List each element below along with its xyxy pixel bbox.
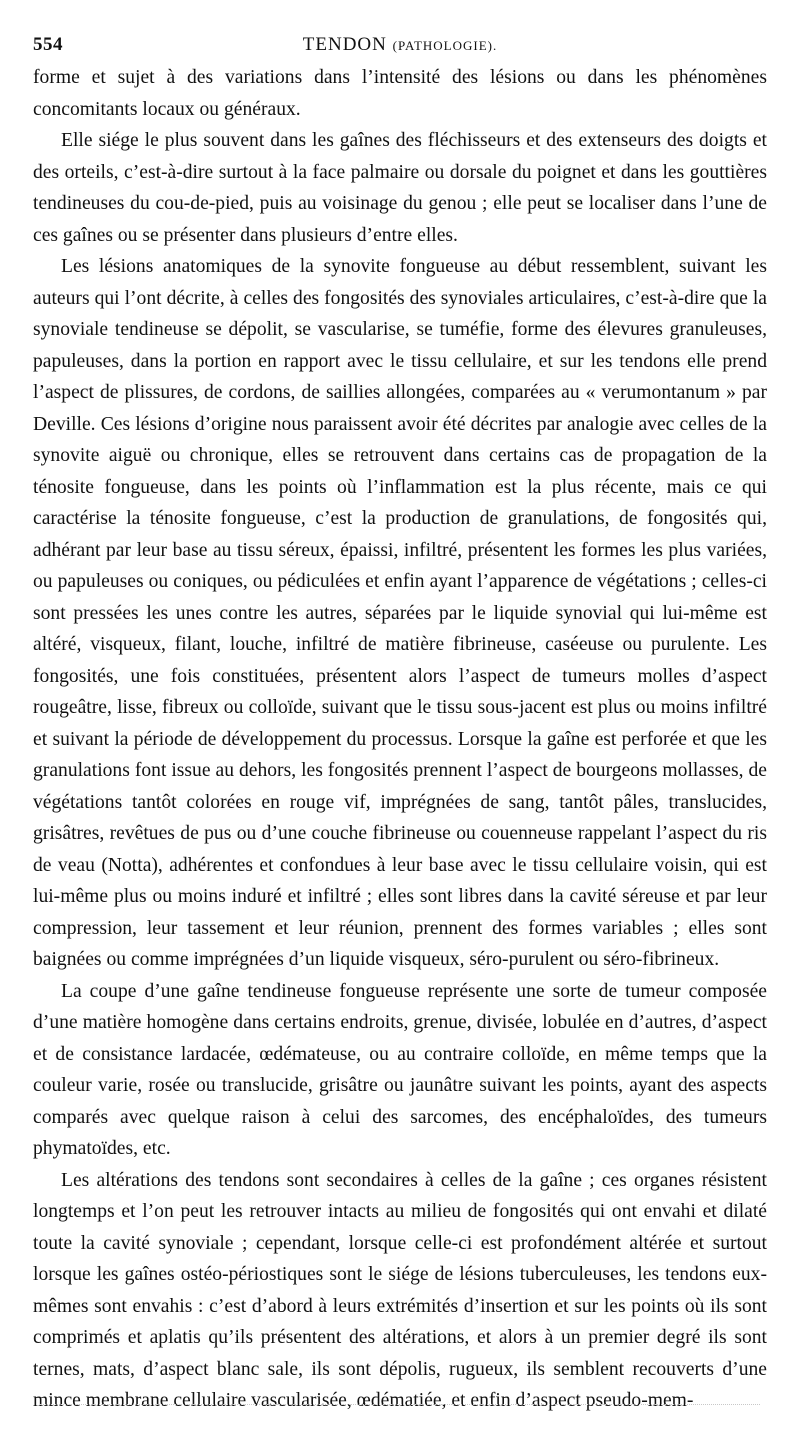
running-title	[33, 34, 767, 56]
running-title-main: TENDON	[302, 34, 387, 55]
paragraph: Les altérations des tendons sont secondaires à celles de la gaîne ; ces organes résistent longtemps et l’on peut les retrouver intacts au milieu de fongosités qui ont envahi et dilaté toute la cavité synoviale ; cependant, lorsque celle-ci est profondément altérée et surtout lorsque les gaînes ostéo-périostiques sont le siége de lésions tuberculeuses, les tendons eux-mêmes sont envahis : c’est d’abord à leurs extrémités d’insertion et sur les points où ils sont comprimés et aplatis qu’ils présentent des altérations, et alors à un premier degré ils sont ternes, mats, d’aspect blanc sale, ils sont dépolis, rugueux, ils semblent recouverts d’une mince membrane cellulaire vascularisée, œdématiée, et enfin d’aspect pseudo-mem-	[33, 1169, 767, 1411]
running-title-qualifier: (PATHOLOGIE).	[392, 38, 498, 53]
paragraph: La coupe d’une gaîne tendineuse fongueuse représente une sorte de tumeur composée d’une matière homogène dans certains endroits, grenue, divisée, lobulée en d’autres, d’aspect et de consistance lardacée, œdémateuse, ou au contraire colloïde, en même temps que la couleur varie, rosée ou translucide, grisâtre ou jaunâtre suivant les points, ayant des aspects comparés avec quelque raison à celui des sarcomes, des encéphaloïdes, des tumeurs phymatoïdes, etc.	[33, 980, 767, 1159]
paragraph: Les lésions anatomiques de la synovite fongueuse au début ressemblent, suivant les auteurs qui l’ont décrite, à celles des fongosités des synoviales articulaires, c’est-à-dire que la synoviale tendineuse se dépolit, se vascularise, se tuméfie, forme des élevures granuleuses, papuleuses, dans la portion en rapport avec le tissu cellulaire, et sur les tendons elle prend l’aspect de plissures, de cordons, de saillies allongées, comparées au « verumontanum » par Deville. Ces lésions d’origine nous paraissent avoir été décrites par analogie avec celles de la synovite aiguë ou chronique, elles se retrouvent dans certains cas de propagation de la ténosite fongueuse, dans les points où l’inflammation est la plus récente, mais ce qui caractérise la ténosite fongueuse, c’est la production de granulations, de fongosités qui, adhérant par leur base au tissu séreux, épaissi, infiltré, présentent les formes les plus variées, ou papuleuses ou coniques, ou pédiculées et enfin ayant l’apparence de végétations ; celles-ci sont pressées les unes contre les autres, séparées par le liquide synovial qui lui-même est altéré, visqueux, filant, louche, infiltré de matière fibrineuse, caséeuse ou purulente. Les fongosités, une fois constituées, présentent alors l’aspect de tumeurs molles d’aspect rougeâtre, lisse, fibreux ou colloïde, suivant que le tissu sous-jacent est plus ou moins infiltré et suivant la période de développement du processus. Lorsque la gaîne est perforée et que les granulations font issue au dehors, les fongosités prennent l’aspect de bourgeons mollasses, de végétations tantôt colorées en rouge vif, imprégnées de sang, tantôt pâles, translucides, grisâtres, revêtues de pus ou d’une couche fibrineuse ou couenneuse rappelant l’aspect du ris de veau (Notta), adhérentes et confondues à leur base avec le tissu cellulaire voisin, qui est lui-même plus ou moins induré et infiltré ; elles sont libres dans la cavité séreuse et par leur compression, leur tassement et leur réunion, prennent des formes variables ; elles sont baignées ou comme imprégnées d’un liquide visqueux, séro-purulent ou séro-fibrineux.	[33, 256, 767, 970]
document-page	[33, 30, 767, 1417]
paragraph-continuation: forme et sujet à des variations dans l’intensité des lésions ou dans les phénomènes concomitants locaux ou généraux.	[33, 67, 767, 120]
page-header	[33, 30, 767, 62]
page-number: 554	[33, 34, 63, 55]
body-text	[33, 62, 767, 1417]
bottom-rule	[40, 1404, 760, 1405]
paragraph: Elle siége le plus souvent dans les gaînes des fléchisseurs et des extenseurs des doigts et des orteils, c’est-à-dire surtout à la face palmaire ou dorsale du poignet et dans les gouttières tendineuses du cou-de-pied, puis au voisinage du genou ; elle peut se localiser dans l’une de ces gaînes ou se présenter dans plusieurs d’entre elles.	[33, 130, 767, 246]
